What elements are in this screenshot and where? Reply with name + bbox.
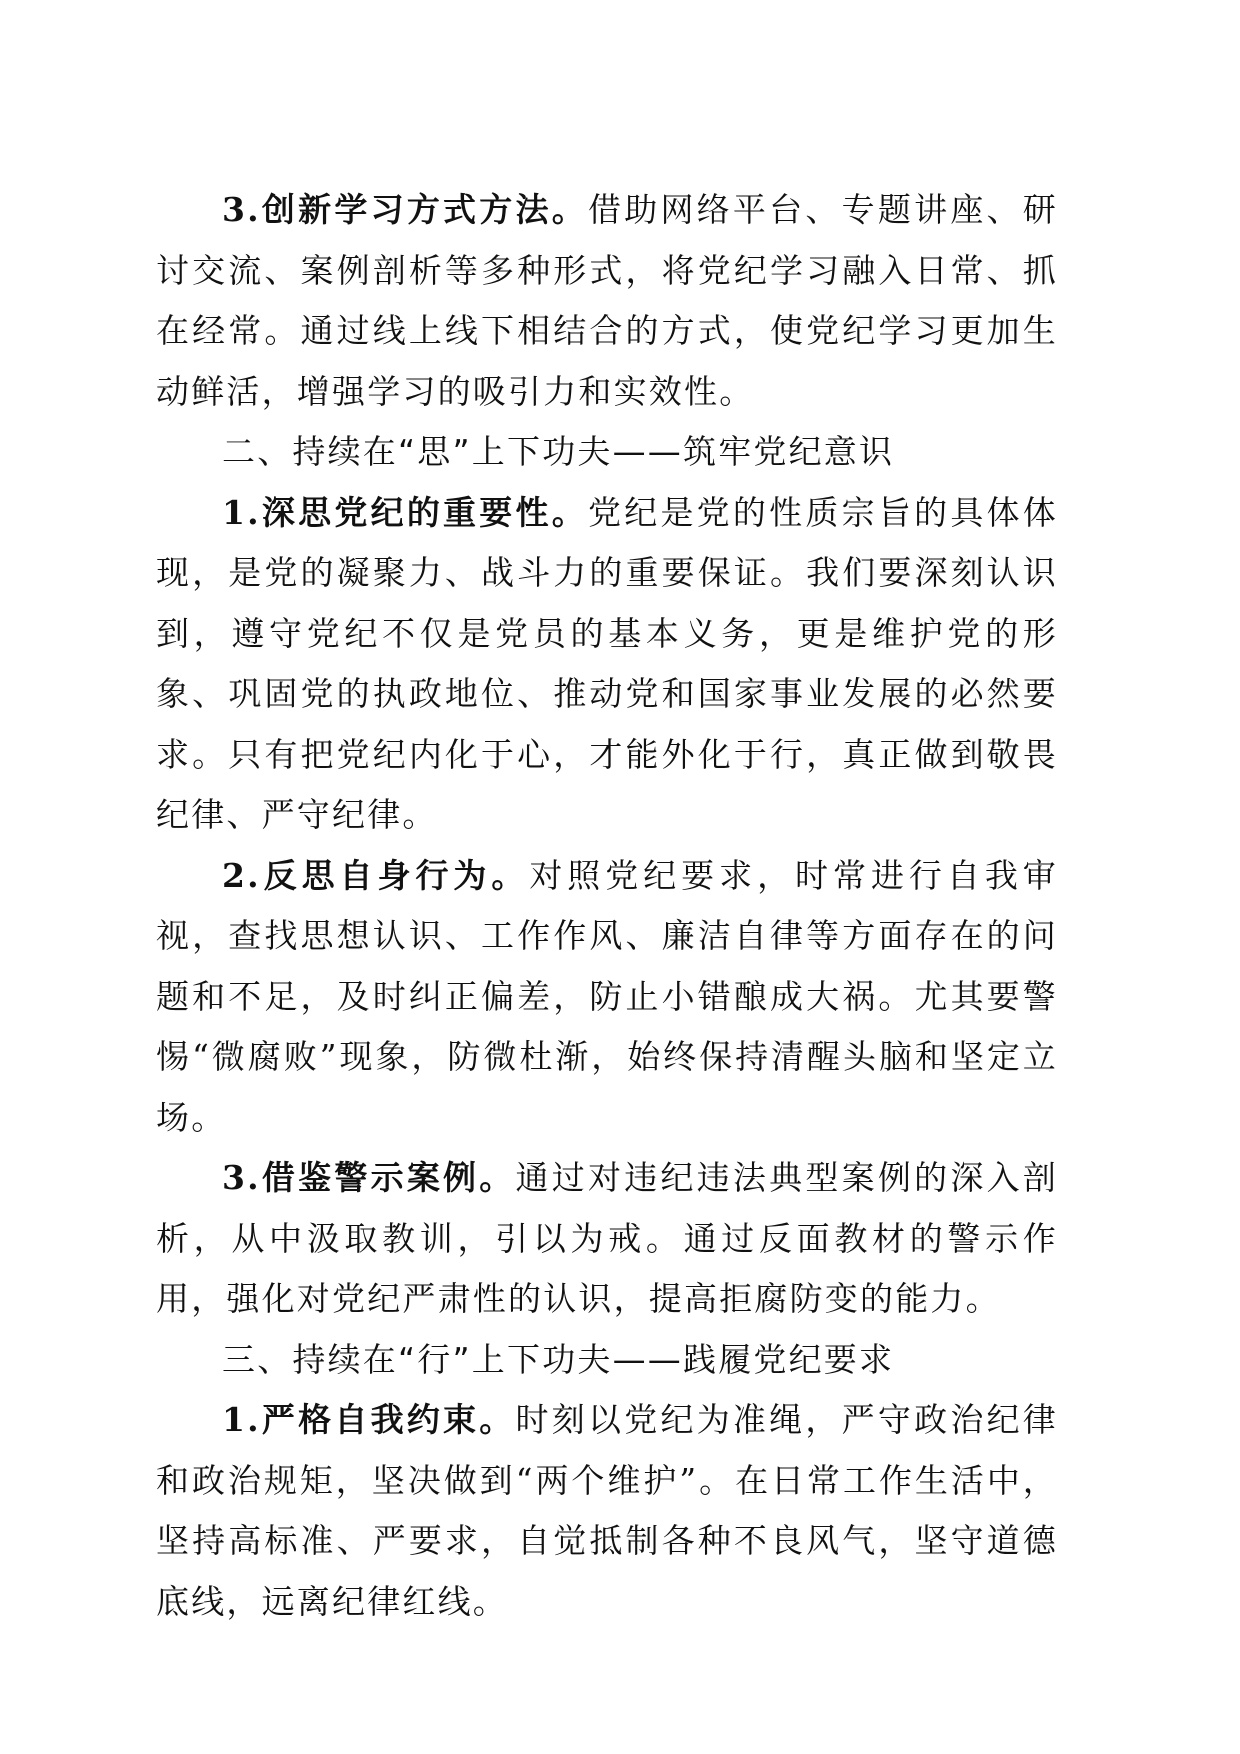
paragraph-text: 通过对违纪违法典型案例的深入剖析，从中汲取教训，引以为戒。通过反面教材的警示作用，强化对党纪严肃性的认识，提高拒腐防变的能力。 <box>156 1158 1058 1318</box>
paragraph-lead: 2.反思自身行为。 <box>222 855 530 895</box>
paragraph-self-discipline <box>156 1390 1058 1632</box>
paragraph-lead: 1.深思党纪的重要性。 <box>222 492 588 532</box>
paragraph-lead: 1.严格自我约束。 <box>222 1400 516 1439</box>
document-body <box>156 180 1058 1632</box>
paragraph-innovate-learning <box>156 180 1058 422</box>
paragraph-self-reflection <box>156 846 1058 1149</box>
paragraph-lead: 3.借鉴警示案例。 <box>222 1158 516 1197</box>
paragraph-text: 时刻以党纪为准绳，严守政治纪律和政治规矩，坚决做到“两个维护”。在日常工作生活中，坚持高标准、严要求，自觉抵制各种不良风气，坚守道德底线，远离纪律红线。 <box>156 1400 1058 1621</box>
section-heading-act: 三、持续在“行”上下功夫——践履党纪要求 <box>222 1339 895 1379</box>
section-heading-think: 二、持续在“思”上下功夫——筑牢党纪意识 <box>222 432 895 471</box>
paragraph-text: 借助网络平台、专题讲座、研讨交流、案例剖析等多种形式，将党纪学习融入日常、抓在经常。通过线上线下相结合的方式，使党纪学习更加生动鲜活，增强学习的吸引力和实效性。 <box>156 190 1058 411</box>
paragraph-importance <box>156 483 1058 846</box>
paragraph-text: 党纪是党的性质宗旨的具体体现，是党的凝聚力、战斗力的重要保证。我们要深刻认识到，遵守党纪不仅是党员的基本义务，更是维护党的形象、巩固党的执政地位、推动党和国家事业发展的必然要求。只有把党纪内化于心，才能外化于行，真正做到敬畏纪律、严守纪律。 <box>156 492 1058 834</box>
paragraph-warning-cases <box>156 1148 1058 1330</box>
paragraph-text: 对照党纪要求，时常进行自我审视，查找思想认识、工作作风、廉洁自律等方面存在的问题和不足，及时纠正偏差，防止小错酿成大祸。尤其要警惕“微腐败”现象，防微杜渐，始终保持清醒头脑和坚定立场。 <box>156 855 1058 1137</box>
paragraph-lead: 3.创新学习方式方法。 <box>222 190 588 229</box>
